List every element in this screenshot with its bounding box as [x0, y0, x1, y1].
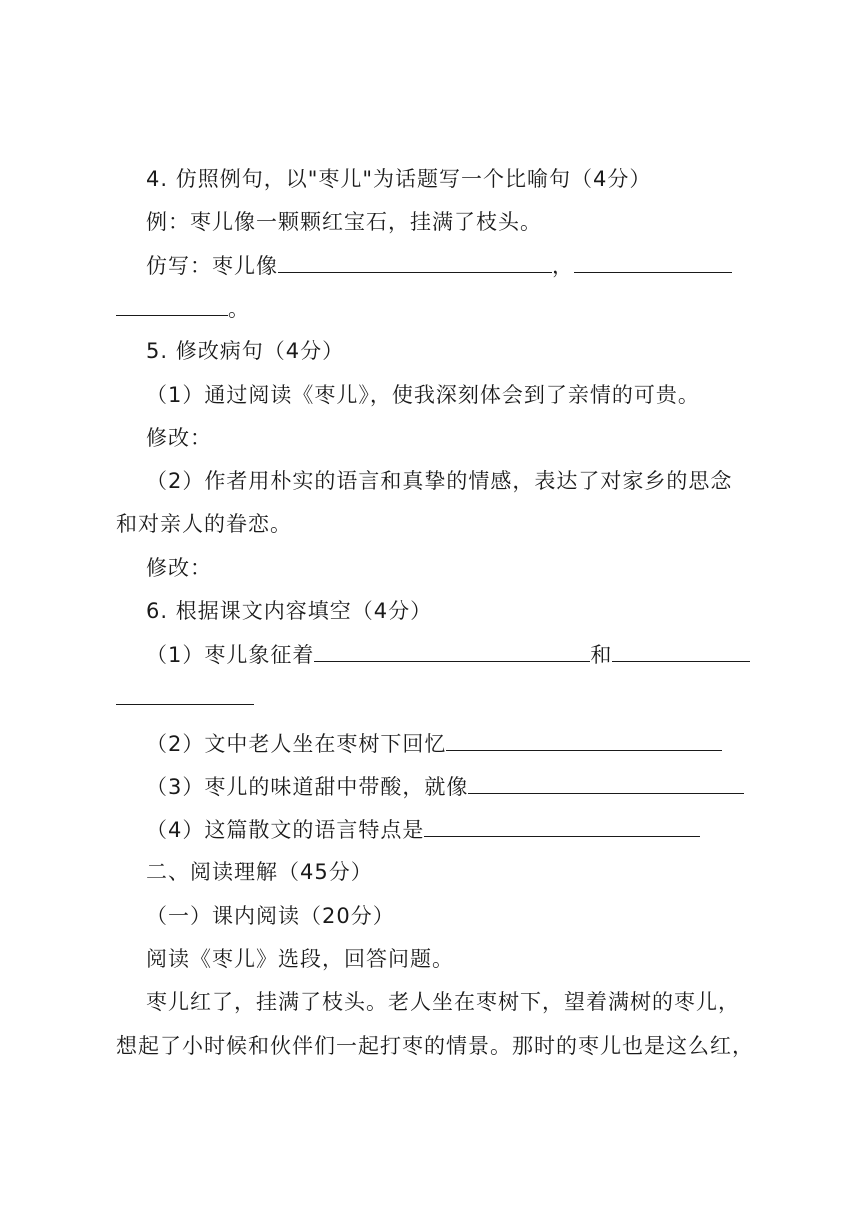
q6-item4	[146, 814, 700, 845]
section2-title: 二、阅读理解（45分）	[146, 860, 373, 884]
q4-continuation-line	[116, 293, 250, 324]
q6-item4-prefix: （4）这篇散文的语言特点是	[146, 818, 425, 842]
section2-instruction: 阅读《枣儿》选段，回答问题。	[146, 947, 454, 971]
q5-revise2: 修改：	[146, 556, 212, 580]
q6-title: 6. 根据课文内容填空（4分）	[146, 599, 433, 623]
q6-item1-blank-3[interactable]	[116, 682, 254, 705]
q6-item3-prefix: （3）枣儿的味道甜中带酸，就像	[146, 775, 469, 799]
q4-period: 。	[228, 297, 250, 321]
q6-item1-mid: 和	[590, 643, 613, 667]
q6-item1-prefix: （1）枣儿象征着	[146, 643, 315, 667]
passage-line1: 枣儿红了，挂满了枝头。老人坐在枣树下，望着满树的枣儿，	[146, 990, 740, 1014]
q6-item1-blank-2[interactable]	[612, 639, 750, 662]
q6-item4-blank[interactable]	[424, 814, 700, 837]
q4-title: 4. 仿照例句，以"枣儿"为话题写一个比喻句（4分）	[146, 167, 652, 191]
q6-item1-blank-1[interactable]	[314, 639, 590, 662]
q4-imitate-prefix: 仿写：枣儿像	[146, 254, 278, 278]
q5-item1: （1）通过阅读《枣儿》，使我深刻体会到了亲情的可贵。	[146, 383, 700, 407]
q6-item2-prefix: （2）文中老人坐在枣树下回忆	[146, 732, 447, 756]
q6-item1	[146, 639, 750, 670]
q6-item3-blank[interactable]	[468, 771, 744, 794]
q4-blank-2[interactable]	[574, 250, 732, 273]
q4-example: 例：枣儿像一颗颗红宝石，挂满了枝头。	[146, 210, 542, 234]
q6-item2-blank[interactable]	[446, 728, 722, 751]
q6-item3	[146, 771, 744, 802]
q4-comma: ，	[552, 254, 574, 278]
q4-imitate-line	[146, 250, 732, 281]
q4-blank-1[interactable]	[278, 250, 552, 273]
q5-item2-line2: 和对亲人的眷恋。	[116, 512, 292, 536]
q4-blank-3[interactable]	[116, 293, 228, 316]
q6-item1-continuation	[116, 682, 254, 713]
passage-line2: 想起了小时候和伙伴们一起打枣的情景。那时的枣儿也是这么红，	[116, 1034, 754, 1058]
q5-item2-line1: （2）作者用朴实的语言和真挚的情感，表达了对家乡的思念	[146, 469, 733, 493]
q5-revise1: 修改：	[146, 426, 212, 450]
q6-item2	[146, 728, 722, 759]
section2-part1: （一）课内阅读（20分）	[146, 904, 395, 928]
q5-title: 5. 修改病句（4分）	[146, 339, 345, 363]
